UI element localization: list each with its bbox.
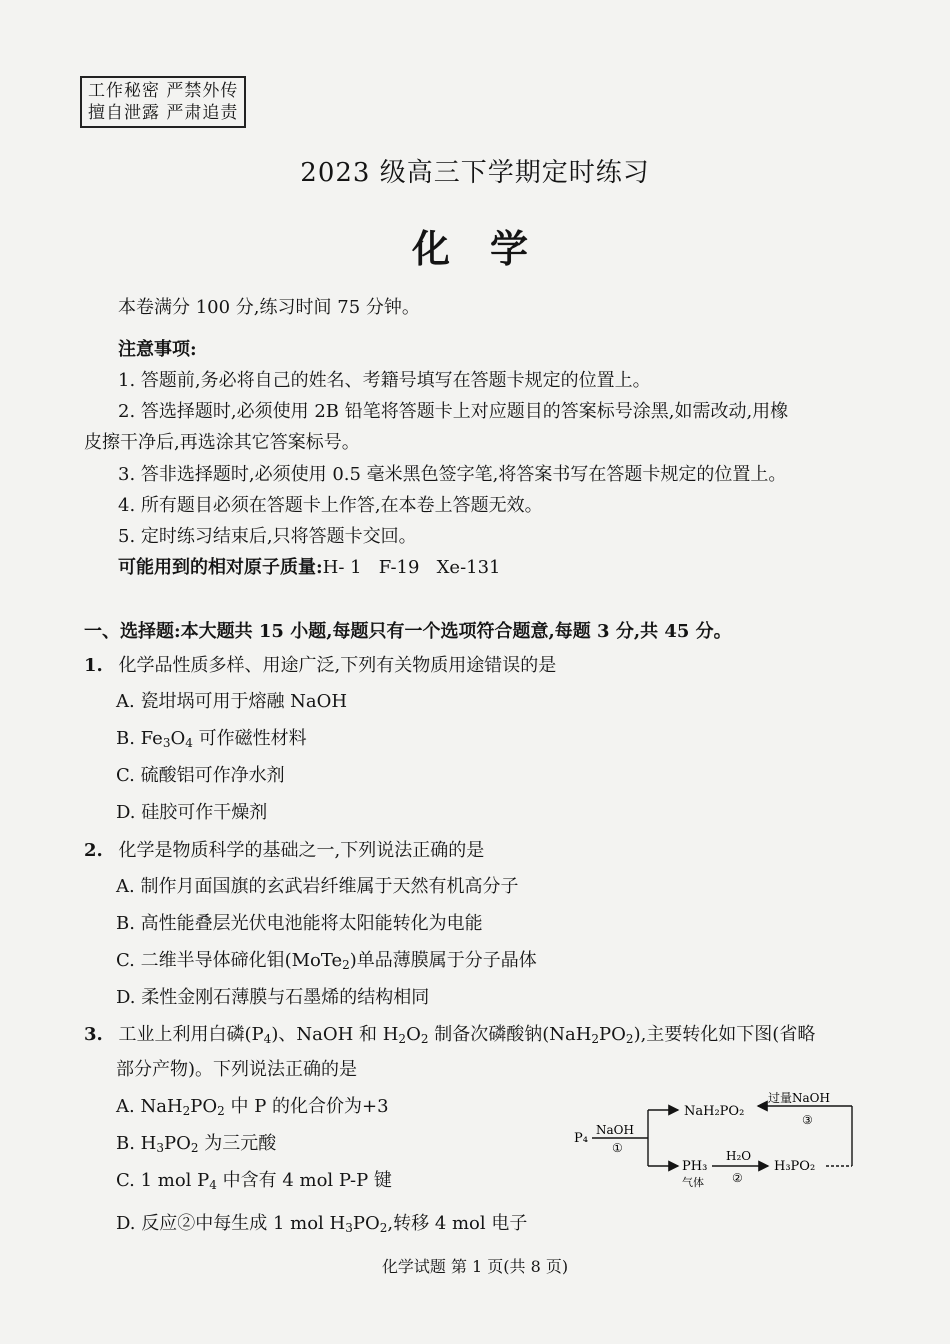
atomic-mass-label: 可能用到的相对原子质量: [118, 557, 323, 578]
exam-title: 2023 级高三下学期定时练习 [300, 158, 650, 188]
note-item-4: 4. 所有题目必须在答题卡上作答,在本卷上答题无效。 [118, 495, 543, 516]
atomic-mass-line [118, 556, 501, 580]
intro-text: 本卷满分 100 分,练习时间 75 分钟。 [118, 297, 420, 318]
stamp-line-2: 擅自泄露 严肃追责 [88, 103, 239, 123]
p4-label: P₄ [574, 1131, 588, 1146]
q3-option-a: A. $NaH_2PO_2$ 中 P 的化合价为+3 [116, 1096, 389, 1118]
q2-stem-text: 化学是物质科学的基础之一,下列说法正确的是 [118, 840, 485, 861]
q3-option-d: D. 反应②中每生成 1 mol $H_3PO_2$,转移 4 mol 电子 [116, 1213, 528, 1235]
note-item-2a: 2. 答选择题时,必须使用 2B 铅笔将答题卡上对应题目的答案标号涂黑,如需改动,用橡 [118, 401, 789, 422]
h2o-label: H₂O [726, 1149, 752, 1163]
gas-label: 气体 [682, 1176, 704, 1189]
subject-title: 化学 [411, 226, 568, 271]
step-1-label: ① [612, 1141, 623, 1155]
q2-number: 2. [84, 840, 103, 861]
q2-option-a: A. 制作月面国旗的玄武岩纤维属于天然有机高分子 [116, 876, 519, 897]
q3-option-c: C. 1 mol $P_4$ 中含有 4 mol P-P 键 [116, 1170, 392, 1192]
confidential-stamp [80, 76, 246, 128]
q1-option-a: A. 瓷坩埚可用于熔融 NaOH [116, 691, 348, 712]
ph3-label: PH₃ [682, 1159, 708, 1174]
q2-option-d: D. 柔性金刚石薄膜与石墨烯的结构相同 [116, 987, 430, 1008]
nah2po2-label: NaH₂PO₂ [684, 1104, 745, 1119]
stamp-line-1: 工作秘密 严禁外传 [88, 81, 239, 101]
section-1-heading: 一、选择题:本大题共 15 小题,每题只有一个选项符合题意,每题 3 分,共 45 分。 [84, 621, 732, 642]
q1-option-c: C. 硫酸铝可作净水剂 [116, 765, 285, 786]
q3-number: 3. [84, 1024, 103, 1045]
reaction-diagram [570, 1090, 870, 1190]
notes-heading: 注意事项: [118, 339, 197, 360]
q1-option-b: B. $Fe_3O_4$ 可作磁性材料 [116, 728, 307, 750]
q2-option-b: B. 高性能叠层光伏电池能将太阳能转化为电能 [116, 913, 483, 934]
atomic-mass-values: H- 1 F-19 Xe-131 [322, 557, 501, 578]
q1-option-d: D. 硅胶可作干燥剂 [116, 802, 268, 823]
note-item-1: 1. 答题前,务必将自己的姓名、考籍号填写在答题卡规定的位置上。 [118, 370, 651, 391]
note-item-5: 5. 定时练习结束后,只将答题卡交回。 [118, 526, 417, 547]
step-3-label: ③ [802, 1113, 813, 1127]
excess-naoh-label: 过量NaOH [768, 1091, 830, 1105]
h3po2-label: H₃PO₂ [774, 1159, 816, 1174]
q2-stem [84, 839, 484, 863]
naoh-label: NaOH [596, 1123, 634, 1137]
q3-option-b: B. $H_3PO_2$ 为三元酸 [116, 1133, 277, 1155]
page-footer: 化学试题 第 1 页(共 8 页) [381, 1257, 569, 1276]
note-item-3: 3. 答非选择题时,必须使用 0.5 毫米黑色签字笔,将答案书写在答题卡规定的位置上。 [118, 464, 787, 485]
q2-option-c: C. 二维半导体碲化钼(MoTe$_2$)单品薄膜属于分子晶体 [116, 950, 537, 972]
step-2-label: ② [732, 1171, 743, 1185]
q1-stem [84, 654, 556, 678]
q1-number: 1. [84, 655, 103, 676]
q1-stem-text: 化学品性质多样、用途广泛,下列有关物质用途错误的是 [118, 655, 557, 676]
note-item-2b: 皮擦干净后,再选涂其它答案标号。 [84, 432, 360, 453]
q3-stem-line-2: 部分产物)。下列说法正确的是 [116, 1059, 358, 1080]
q3-stem-line-1: 3. 工业上利用白磷$(P_4)$、NaOH 和 $H_2O_2$ 制备次磷酸钠$(NaH_2PO_2)$,主要转化如下图(省略 [84, 1024, 816, 1046]
